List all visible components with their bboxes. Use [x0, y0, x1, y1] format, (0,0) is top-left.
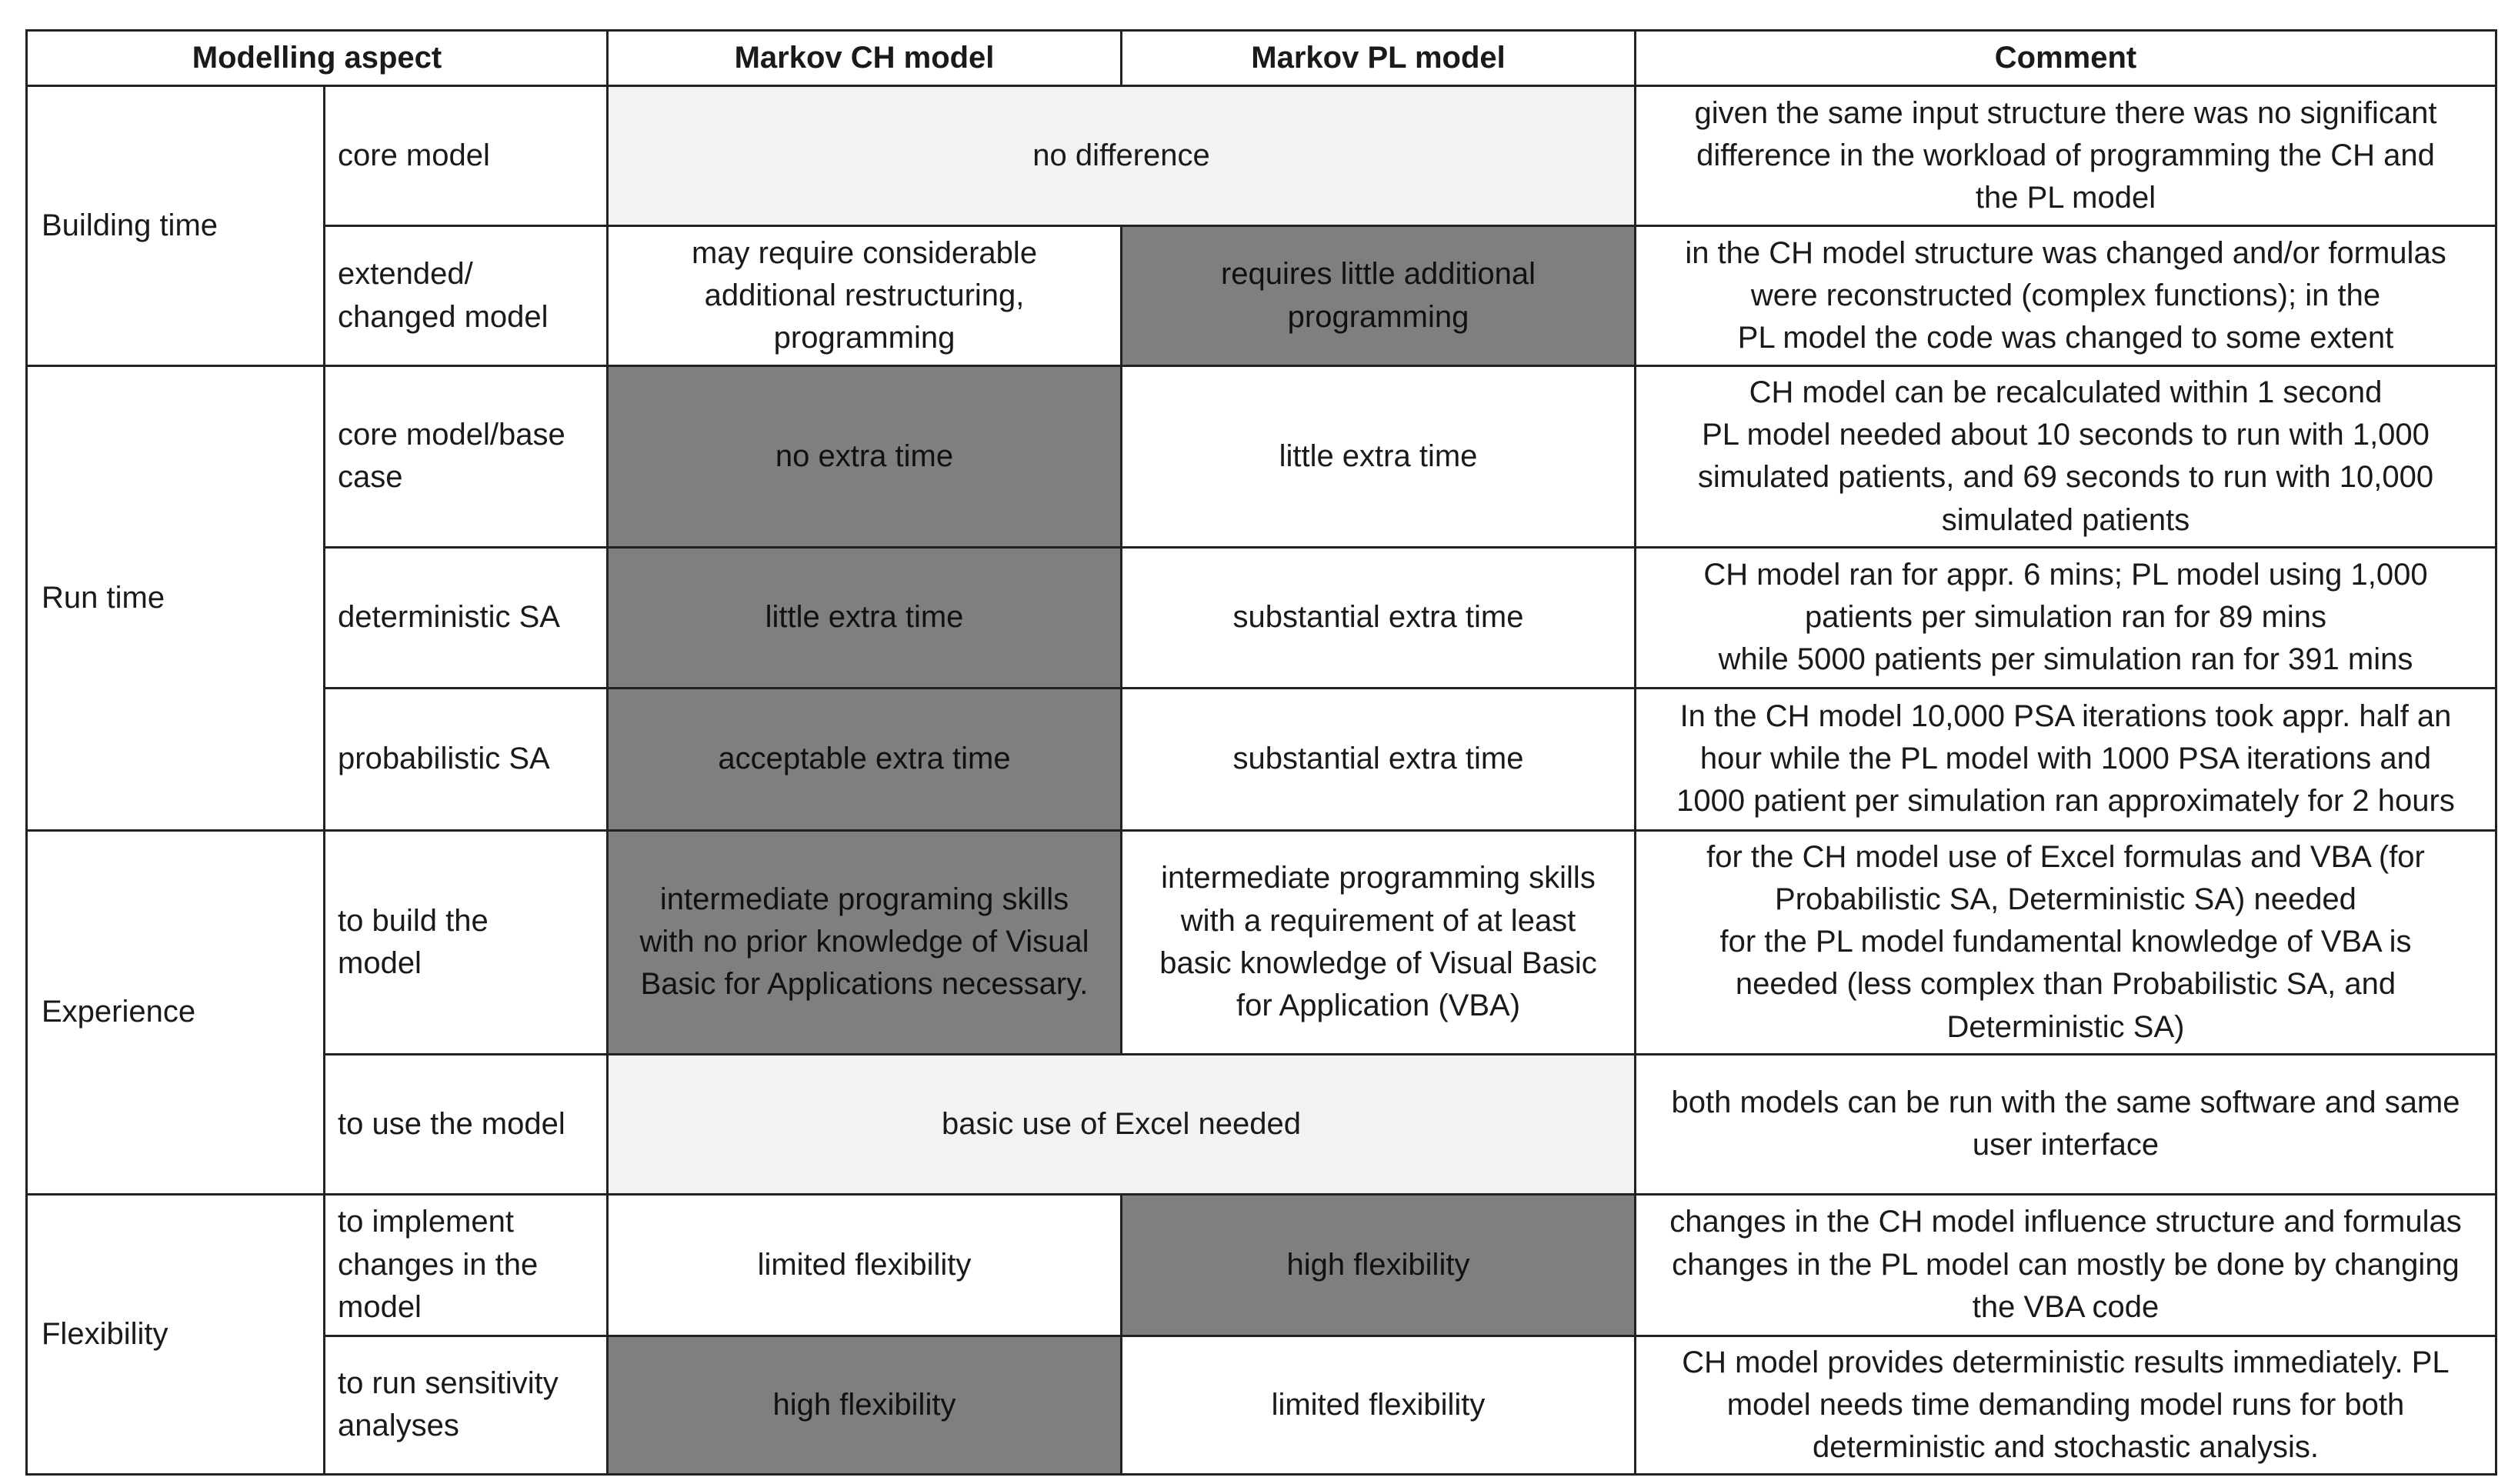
comment-core-base: CH model can be recalculated within 1 second PL model needed about 10 seconds to run with 1,000 simulated patients, and 69 seconds to run with 10,000 simulated patients — [1636, 366, 2496, 548]
row-label-deterministic: deterministic SA — [325, 547, 608, 688]
header-markov-ch-model: Markov CH model — [608, 31, 1122, 86]
cell-sensitivity-pl: limited flexibility — [1122, 1336, 1636, 1475]
comment-deterministic: CH model ran for appr. 6 mins; PL model using 1,000 patients per simulation ran for 89 mins while 5000 patients per simulation ran for 391 mins — [1636, 547, 2496, 688]
cell-probabilistic-pl: substantial extra time — [1122, 688, 1636, 830]
table-row — [27, 86, 2496, 226]
cell-deterministic-pl: substantial extra time — [1122, 547, 1636, 688]
header-markov-pl-model: Markov PL model — [1122, 31, 1636, 86]
comparison-table — [25, 29, 2497, 1476]
cell-implement-pl: high flexibility — [1122, 1194, 1636, 1336]
comment-extended-model: in the CH model structure was changed and/or formulas were reconstructed (complex functions); in the PL model the code was changed to some extent — [1636, 226, 2496, 366]
cell-extended-ch: may require considerable additional restructuring, programming — [608, 226, 1122, 366]
cell-implement-ch: limited flexibility — [608, 1194, 1122, 1336]
cell-core-base-ch: no extra time — [608, 366, 1122, 548]
comparison-table-container — [25, 29, 2495, 1468]
group-flexibility: Flexibility — [27, 1194, 325, 1475]
cell-sensitivity-ch: high flexibility — [608, 1336, 1122, 1475]
cell-build-model-ch: intermediate programing skills with no prior knowledge of Visual Basic for Applications necessary. — [608, 830, 1122, 1054]
row-label-build-model: to build the model — [325, 830, 608, 1054]
group-experience: Experience — [27, 830, 325, 1194]
table-row — [27, 366, 2496, 548]
row-label-run-sensitivity: to run sensitivity analyses — [325, 1336, 608, 1475]
table-row — [27, 1336, 2496, 1475]
table-row — [27, 688, 2496, 830]
cell-deterministic-ch: little extra time — [608, 547, 1122, 688]
comment-probabilistic: In the CH model 10,000 PSA iterations took appr. half an hour while the PL model with 1000 PSA iterations and 1000 patient per simulation ran approximately for 2 hours — [1636, 688, 2496, 830]
table-row — [27, 547, 2496, 688]
row-label-implement-changes: to implement changes in the model — [325, 1194, 608, 1336]
row-label-core-base: core model/base case — [325, 366, 608, 548]
comment-core-model: given the same input structure there was no significant difference in the workload of programming the CH and the PL model — [1636, 86, 2496, 226]
table-row — [27, 1194, 2496, 1336]
group-run-time: Run time — [27, 366, 325, 831]
cell-core-base-pl: little extra time — [1122, 366, 1636, 548]
cell-no-difference: no difference — [608, 86, 1636, 226]
row-label-probabilistic: probabilistic SA — [325, 688, 608, 830]
header-comment: Comment — [1636, 31, 2496, 86]
cell-probabilistic-ch: acceptable extra time — [608, 688, 1122, 830]
row-label-core-model: core model — [325, 86, 608, 226]
comment-implement-changes: changes in the CH model influence structure and formulas changes in the PL model can mostly be done by changing the VBA code — [1636, 1194, 2496, 1336]
cell-build-model-pl: intermediate programming skills with a requirement of at least basic knowledge of Visual Basic for Application (VBA) — [1122, 830, 1636, 1054]
row-label-extended-model: extended/ changed model — [325, 226, 608, 366]
table-row — [27, 226, 2496, 366]
row-label-use-model: to use the model — [325, 1054, 608, 1194]
table-row — [27, 1054, 2496, 1194]
header-row — [27, 31, 2496, 86]
cell-extended-pl: requires little additional programming — [1122, 226, 1636, 366]
comment-use-model: both models can be run with the same software and same user interface — [1636, 1054, 2496, 1194]
cell-basic-excel: basic use of Excel needed — [608, 1054, 1636, 1194]
comment-build-model: for the CH model use of Excel formulas and VBA (for Probabilistic SA, Deterministic SA) needed for the PL model fundamental knowledge of VBA is needed (less complex than Probabilistic SA, and Deterministic SA) — [1636, 830, 2496, 1054]
header-modelling-aspect: Modelling aspect — [27, 31, 608, 86]
group-building-time: Building time — [27, 86, 325, 366]
comment-run-sensitivity: CH model provides deterministic results immediately. PL model needs time demanding model runs for both deterministic and stochastic analysis. — [1636, 1336, 2496, 1475]
table-row — [27, 830, 2496, 1054]
